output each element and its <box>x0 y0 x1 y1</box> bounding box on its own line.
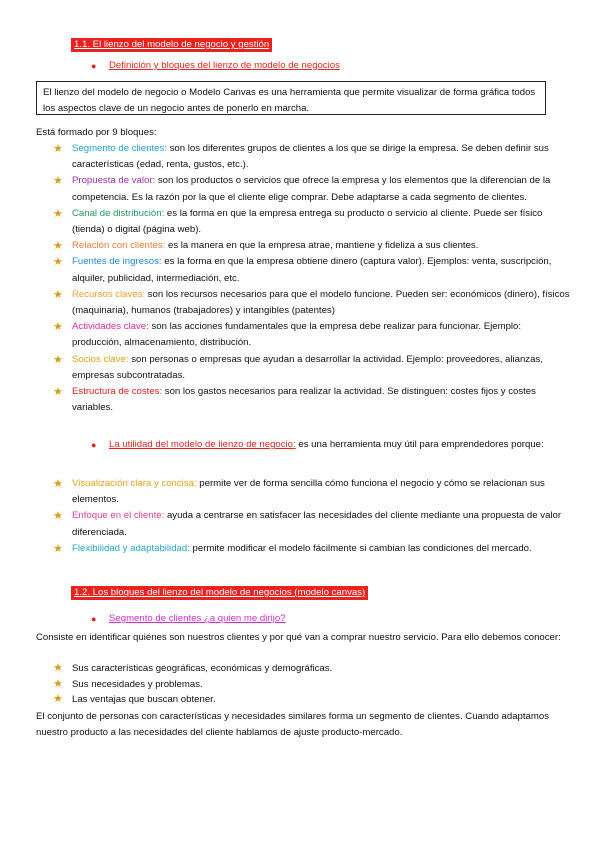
list-item <box>53 541 573 557</box>
star-icon: ★ <box>53 175 63 188</box>
star-icon: ★ <box>53 542 63 555</box>
block-term: Relación con clientes: <box>72 240 166 252</box>
list-item <box>53 254 573 286</box>
star-icon: ★ <box>53 510 63 523</box>
section-2-intro: Consiste en identificar quiénes son nuestros clientes y por qué van a comprar nuestro servicio. Para ello debemos conocer: <box>36 632 561 643</box>
section-1-heading: 1.1. El lienzo del modelo de negocio y gestión <box>71 38 272 52</box>
definition-text: El lienzo del modelo de negocio o Modelo Canvas es una herramienta que permite visualizar de forma gráfica todos los aspectos clave de un negocio antes de ponerlo en marcha. <box>43 87 536 114</box>
block-text: es la forma en que la empresa entrega su producto o servicio al cliente. Puede ser físico (tienda) o digital (página web). <box>72 207 543 236</box>
list-item <box>53 661 332 677</box>
star-icon: ★ <box>53 386 63 399</box>
bullet-dot-icon: ● <box>91 440 97 450</box>
utility-item-term: Enfoque en el cliente: <box>72 510 165 522</box>
bullet-dot-icon: ● <box>91 61 97 71</box>
utility-item-text: permite modificar el modelo fácilmente si cambian las condiciones del mercado. <box>189 542 532 554</box>
definition-box <box>36 81 546 115</box>
star-icon: ★ <box>53 478 63 490</box>
utility-term[interactable]: La utilidad del modelo de lienzo de negocio: <box>109 439 296 450</box>
blocks-intro: Está formado por 9 bloques: <box>36 127 157 138</box>
block-text: son los recursos necesarios para que el modelo funcione. Pueden ser: económicos (dinero), físicos (maquinaria), humanos (trabajadores) y intangibles (patentes) <box>72 288 570 317</box>
list-item <box>53 677 332 693</box>
star-icon: ★ <box>53 677 63 690</box>
list-item <box>53 287 573 319</box>
bullet-dot-icon: ● <box>91 614 97 624</box>
star-icon: ★ <box>53 353 63 366</box>
utility-text: es una herramienta muy útil para emprendedores porque: <box>295 439 544 450</box>
block-term: Estructura de costes: <box>72 386 163 398</box>
block-text: es la manera en que la empresa atrae, mantiene y fideliza a sus clientes. <box>165 240 479 252</box>
block-term: Segmento de clientes: <box>72 143 167 154</box>
block-term: Propuesta de valor: <box>72 175 156 187</box>
list-item <box>53 384 573 416</box>
block-text: son los gastos necesarios para realizar la actividad. Se distinguen: costes fijos y costes variables. <box>72 386 536 414</box>
utility-item-term: Flexibilidad y adaptabilidad: <box>72 542 190 554</box>
segment-item: Sus características geográficas, económicas y demográficas. <box>72 663 333 674</box>
block-term: Socios clave: <box>72 353 129 365</box>
section-2-heading: 1.2. Los bloques del lienzo del modelo de negocios (modelo canvas) <box>71 586 368 600</box>
segment-item: Las ventajas que buscan obtener. <box>72 694 216 705</box>
star-icon: ★ <box>53 240 63 253</box>
list-item <box>53 692 332 708</box>
list-item <box>53 238 573 254</box>
section-2-subheading[interactable]: Segmento de clientes ¿a quien me dirijo? <box>109 613 286 624</box>
star-icon: ★ <box>53 256 63 269</box>
section-2-closing: El conjunto de personas con características y necesidades similares forma un segmento de clientes. Cuando adaptamos nuestro producto a las necesidades del cliente hablamos de ajuste producto-mercado. <box>36 711 550 738</box>
utility-item-text: ayuda a centrarse en satisfacer las necesidades del cliente mediante una propuesta de valor diferenciada. <box>72 510 562 538</box>
list-item <box>53 141 573 173</box>
section-1-subheading[interactable]: Definición y bloques del lienzo de modelo de negocios <box>109 60 340 71</box>
segment-list <box>53 661 332 708</box>
segment-item: Sus necesidades y problemas. <box>72 678 203 690</box>
block-text: son los diferentes grupos de clientes a los que se dirige la empresa. Se deben definir sus características (edad, renta, gustos, etc.). <box>72 143 549 171</box>
list-item <box>53 173 573 205</box>
star-icon: ★ <box>53 207 63 220</box>
list-item <box>53 206 573 238</box>
blocks-list <box>53 141 573 416</box>
utility-list <box>53 476 573 557</box>
block-term: Actividades clave: <box>72 321 149 333</box>
list-item <box>53 319 573 351</box>
list-item <box>53 508 573 540</box>
block-term: Fuentes de ingresos: <box>72 256 162 268</box>
utility-item-text: permite ver de forma sencilla cómo funciona el negocio y cómo se relacionan sus elementos. <box>72 478 545 506</box>
star-icon: ★ <box>53 288 63 301</box>
utility-item-term: Visualización clara y concisa: <box>72 478 197 489</box>
block-term: Canal de distribución: <box>72 207 165 219</box>
list-item <box>53 476 573 508</box>
block-text: son los productos o servicios que ofrece la empresa y los elementos que la diferencian de la competencia. Es la razón por la que el cliente elige comprar. Debe adaptarse a cada segmento de clientes. <box>72 175 551 203</box>
block-term: Recursos claves: <box>72 288 146 300</box>
star-icon: ★ <box>53 662 63 674</box>
star-icon: ★ <box>53 321 63 334</box>
block-text: son las acciones fundamentales que la empresa debe realizar para funcionar. Ejemplo: producción, almacenamiento, distribución. <box>72 321 522 349</box>
star-icon: ★ <box>53 693 63 705</box>
list-item <box>53 352 573 384</box>
utility-intro <box>109 437 549 453</box>
block-text: son personas o empresas que ayudan a desarrollar la actividad. Ejemplo: proveedores, alianzas, empresas subcontratadas. <box>72 353 543 381</box>
star-icon: ★ <box>53 143 63 155</box>
block-text: es la forma en que la empresa obtiene dinero (captura valor). Ejemplos: venta, suscripción, alquiler, publicidad, intermediación, etc. <box>72 256 552 284</box>
